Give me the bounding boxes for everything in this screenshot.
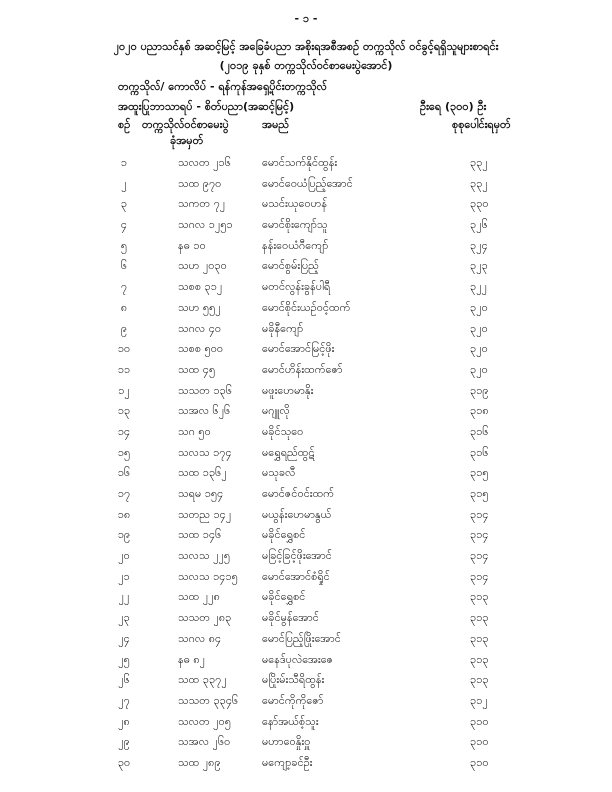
roll-number-cell: သထ ၂၈၉ [178,755,221,769]
roll-number-cell: သလတ ၂၀၅ [178,714,231,728]
total-marks-cell: ၃၂၀ [470,300,488,314]
total-marks-cell: ၃၂၀ [470,342,488,356]
student-name-cell: မခိုင်မွန်အောင် [262,611,319,625]
roll-number-cell: သဂလ ၄၀ [178,321,222,335]
total-marks-cell: ၃၂၃ [470,259,488,273]
table-row [0,568,612,589]
total-marks-cell: ၃၁၅ [470,466,489,480]
student-name-cell: မောင်ဝေယံပြည့်အောင် [262,176,353,190]
total-marks-cell: ၃၁၃ [470,611,489,625]
total-marks-cell: ၃၁၄ [470,507,489,521]
table-row [0,444,612,465]
serial-cell: ၂၇ [118,693,130,707]
table-row [0,733,612,754]
roll-number-cell: သသတ ၂၈၃ [178,611,232,625]
roll-number-cell: သလသ ၂၂၅ [178,549,231,563]
serial-cell: ၁၄ [117,424,131,438]
university-line: တက္ကသိုလ်/ ကောလိပ် - ရန်ကုန်အရှေ့ပိုင်းတက္ကသိုလ် [118,80,327,93]
student-name-cell: မောင်စိုင်းယဉ်ဝင့်ထက် [262,300,351,314]
student-name-cell: မဖူးဟေမာနိုး [262,383,314,397]
serial-cell: ၇ [120,280,128,294]
student-name-cell: မောင်အောင်စံရှိုင် [262,569,330,583]
header-serial: စဉ် [118,118,131,131]
student-name-cell: မခိုင်ရွှေစင် [262,590,306,604]
total-marks-cell: ၃၁၆ [470,445,489,459]
table-row [0,423,612,444]
document-subtitle: (၂၀၁၉ ခုနှစ် တက္ကသိုလ်ဝင်စာမေးပွဲအောင်) [219,59,393,72]
total-marks-cell: ၃၂၀ [470,321,488,335]
serial-cell: ၃ [120,197,128,211]
roll-number-cell: သသတ ၃၃၄၆ [178,693,239,707]
serial-cell: ၅ [120,238,128,252]
roll-number-cell: သသတ ၁၃၆ [178,383,233,397]
student-name-cell: မောင်စွမ်းပြည့် [262,259,319,273]
student-name-cell: မဟာဝေနှိုးဝှူ [262,735,311,749]
header-roll-number-line2: ခုံအမှတ် [170,134,204,147]
student-count: ဦးရေ (၃၀၀) ဦး [420,100,487,113]
serial-cell: ၃၀ [117,755,131,769]
serial-cell: ၂၅ [118,652,130,666]
student-name-cell: မောင်ဇင်ဝင်းထက် [262,487,334,500]
serial-cell: ၁ [120,156,128,169]
roll-number-cell: သထ ၃၃၇၂ [178,673,227,687]
student-name-cell: မဂျူလို [262,404,290,418]
total-marks-cell: ၃၁၀ [470,755,489,769]
roll-number-cell: သစစ ၃၁၂ [178,280,223,294]
table-row [0,713,612,734]
table-row [0,257,612,278]
serial-cell: ၆ [120,259,128,273]
total-marks-cell: ၃၁၀ [470,735,489,749]
serial-cell: ၁၃ [117,404,131,418]
student-name-cell: မတင်လွန်းခွန်ပါရီ [262,280,331,294]
total-marks-cell: ၃၃၀ [470,197,489,211]
header-name: အမည် [262,118,290,131]
serial-cell: ၁၆ [117,466,131,480]
total-marks-cell: ၃၁၂ [470,693,488,707]
total-marks-cell: ၃၁၆ [470,424,489,438]
roll-number-cell: နဓ ၁၀ [178,238,206,252]
roll-number-cell: နဓ ၈၂ [178,652,206,666]
roll-number-cell: သထ ၂၂၈ [178,590,220,604]
table-row [0,692,612,713]
roll-number-cell: သထ ၁၄၆ [178,528,222,542]
student-name-cell: မောင်ကိုကိုဇော် [262,693,324,707]
page-number: - ၁ - [294,12,318,25]
roll-number-cell: သဂလ ၁၂၅၁ [178,218,233,232]
serial-cell: ၂၄ [118,631,130,645]
table-row [0,485,612,506]
table-row [0,671,612,692]
total-marks-cell: ၃၁၀ [470,714,489,728]
document-title: ၂၀၂၀ ပညာသင်နှစ် အဆင့်မြင့် အခြေခံပညာ အစိုးရအစီအစဉ် တက္ကသိုလ် ဝင်ခွင့်ရရှိသူများစာရင်း [113,40,499,53]
serial-cell: ၂၉ [118,735,130,749]
table-row [0,320,612,341]
serial-cell: ၄ [120,218,128,232]
roll-number-cell: သတည ၁၄၂ [178,507,232,521]
table-row [0,299,612,320]
student-name-cell: မနေဒ်ပုလဲအေးဇေ [262,652,334,666]
serial-cell: ၁၀ [117,342,131,356]
student-name-cell: မကျော့ခင်ဦး [262,755,313,769]
major-subject-line: အထူးပြုဘာသာရပ် - စိတ်ပညာ(အဆင့်မြင့်) [118,100,295,113]
roll-number-cell: သလသ ၁၄၁၅ [178,569,238,583]
table-row [0,237,612,258]
roll-number-cell: သဂလ ၈၄ [178,631,222,645]
student-name-cell: မခိုင်ရွှေစင် [262,528,306,542]
student-name-cell: မခိုနီကျော် [262,321,304,335]
table-row [0,464,612,485]
student-name-cell: မခြင့်ခြင့်ဖိုးအောင် [262,549,332,563]
student-name-cell: မယွန်းဟေမာနွယ် [262,507,332,521]
total-marks-cell: ၃၁၈ [470,404,489,418]
student-name-cell: မောင်စိုးကျော်သူ [262,218,328,232]
roll-number-cell: သထ ၁၃၆၂ [178,466,227,480]
serial-cell: ၁၁ [117,362,131,376]
serial-cell: ၂၈ [118,714,130,728]
serial-cell: ၂ [121,176,127,190]
serial-cell: ၁၇ [117,487,131,500]
table-row [0,651,612,672]
roll-number-cell: သထ ၄၅ [178,362,216,376]
serial-cell: ၁၂ [118,383,130,397]
total-marks-cell: ၃၁၄ [470,549,489,563]
serial-cell: ၂၆ [118,673,130,687]
table-row [0,609,612,630]
table-row [0,278,612,299]
table-row [0,754,612,775]
header-total-marks: စုစုပေါင်းရမှတ် [452,118,511,131]
results-list [0,154,612,775]
student-name-cell: မရွှေရည်ထွဋ် [262,445,315,459]
student-name-cell: မသုခလီ [262,466,296,480]
student-name-cell: မောင်သက်နိုင်ထွန်း [262,156,338,169]
total-marks-cell: ၃၁၄ [470,569,489,583]
table-row [0,547,612,568]
table-row [0,361,612,382]
serial-cell: ၁၉ [117,528,131,542]
table-row [0,402,612,423]
total-marks-cell: ၃၂၆ [470,218,488,232]
student-name-cell: မပြိုးမ်းသီရိထွန်း [262,673,325,687]
student-name-cell: မသင်းယုဝေဟန် [262,197,328,211]
roll-number-cell: သအလ ၂၆၀ [178,735,231,749]
roll-number-cell: သဟ ၂၀၃၀ [178,259,227,273]
roll-number-cell: သထ ၉၇၀ [178,176,222,190]
student-name-cell: မောင်ပြည့်ဖြိုးအောင် [262,631,341,645]
serial-cell: ၁၈ [117,507,131,521]
serial-cell: ၂၂ [118,590,130,604]
total-marks-cell: ၃၂၀ [470,362,488,376]
serial-cell: ၉ [120,321,128,335]
table-row [0,526,612,547]
total-marks-cell: ၃၃၂ [470,156,488,169]
table-row [0,340,612,361]
header-roll-number: တက္ကသိုလ်ဝင်စာမေးပွဲ [142,118,229,131]
serial-cell: ၈ [120,300,128,314]
student-name-cell: နန်းဝေယံဂီကျော် [262,238,329,252]
table-row [0,506,612,527]
total-marks-cell: ၃၂၂ [470,280,487,294]
total-marks-cell: ၃၁၃ [470,652,489,666]
serial-cell: ၂၀ [118,549,130,563]
table-row [0,154,612,175]
roll-number-cell: သလတ ၂၁၆ [178,156,231,169]
total-marks-cell: ၃၁၃ [470,590,489,604]
roll-number-cell: သဂ ၅၀ [178,424,211,438]
student-name-cell: မောင်အောင်မြင့်ဖိုး [262,342,335,356]
table-row [0,216,612,237]
roll-number-cell: သရမ ၁၅၄ [178,487,224,500]
total-marks-cell: ၃၁၅ [470,487,489,500]
serial-cell: ၂၃ [118,611,130,625]
student-name-cell: မခိုင်သုဝေ [262,424,304,438]
table-row [0,382,612,403]
student-name-cell: နော်အယ်စ့်သူး [262,714,319,728]
total-marks-cell: ၃၁၃ [470,673,489,687]
total-marks-cell: ၃၃၂ [470,176,488,190]
student-name-cell: မောင်ဟိန်းထက်ဇော် [262,362,343,376]
total-marks-cell: ၃၂၄ [470,238,488,252]
roll-number-cell: သအလ ၆၂၆ [178,404,231,418]
table-row [0,588,612,609]
table-row [0,175,612,196]
total-marks-cell: ၃၁၉ [470,383,489,397]
serial-cell: ၁၅ [117,445,131,459]
serial-cell: ၂၁ [118,569,130,583]
roll-number-cell: သလသ ၁၇၄ [178,445,232,459]
total-marks-cell: ၃၁၃ [470,631,489,645]
roll-number-cell: သကတ ၇၂ [178,197,226,211]
roll-number-cell: သစစ ၅၀၀ [178,342,224,356]
table-row [0,630,612,651]
table-row [0,195,612,216]
total-marks-cell: ၃၁၄ [470,528,489,542]
roll-number-cell: သဟ ၅၅၂ [178,300,221,314]
